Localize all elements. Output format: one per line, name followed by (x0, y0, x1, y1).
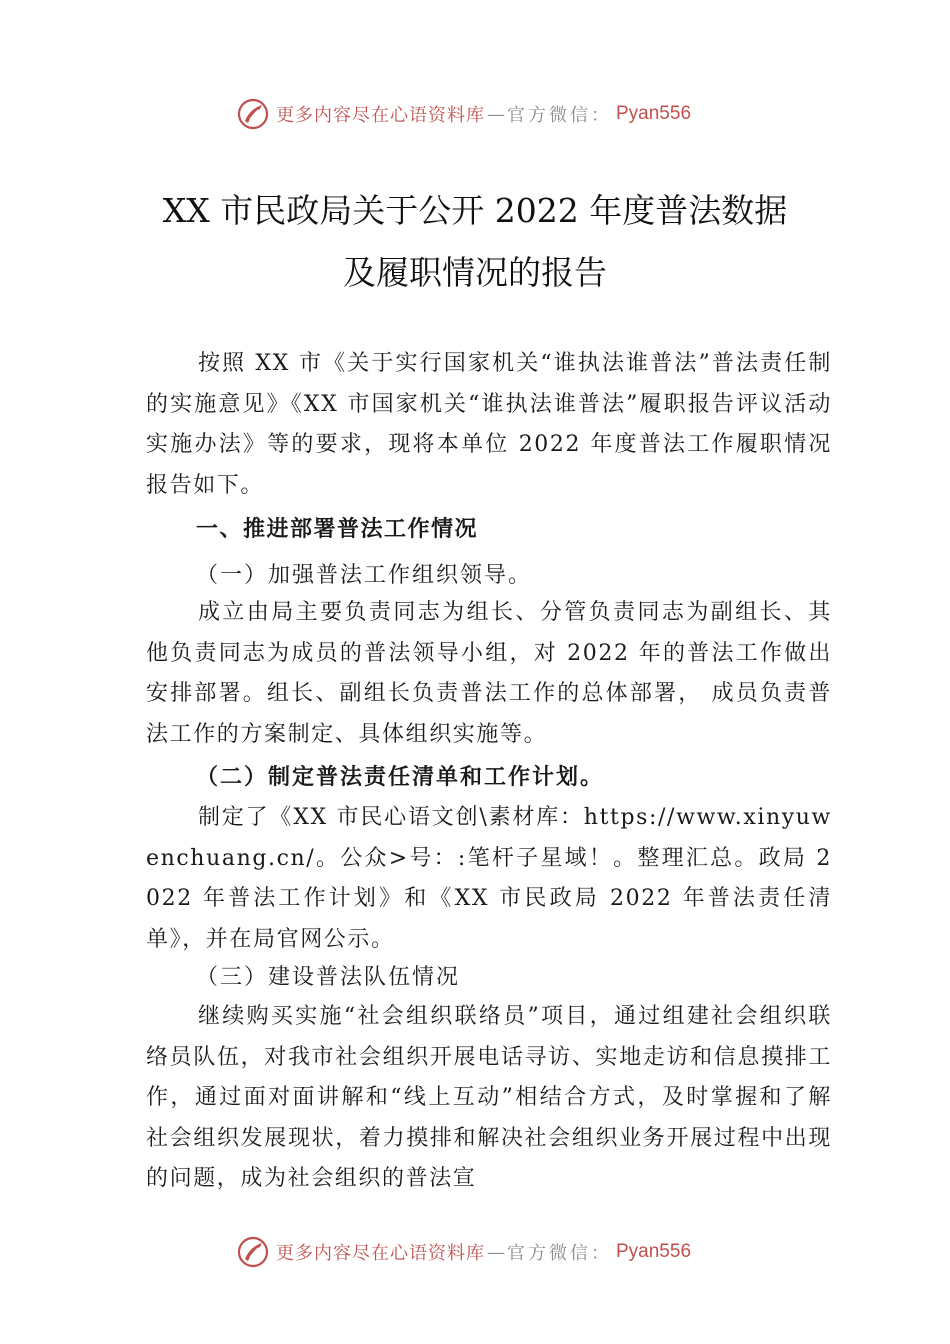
watermark-brand: 更多内容尽在心语资料库 (276, 1243, 485, 1264)
subsection-heading-3: （三）建设普法队伍情况 (196, 965, 461, 990)
brush-seal-icon (236, 97, 270, 131)
subsection-heading-1: （一）加强普法工作组织领导。 (196, 563, 533, 588)
watermark-wechat-id: Pyan556 (616, 1241, 692, 1262)
watermark-dash: — (487, 1241, 505, 1263)
document-title-line1: XX 市民政局关于公开 2022 年度普法数据 (162, 191, 788, 230)
subsection-heading-2: （二）制定普法责任清单和工作计划。 (196, 764, 605, 790)
watermark-brand: 更多内容尽在心语资料库 (276, 105, 485, 126)
subsection-body-2: 制定了《XX 市民心语文创\素材库：https://www.xinyuwenchuang.cn/。公众>号：:笔杆子星域！。整理汇总。政局 2022 年普法工作计划》和《XX 市民政局 2022 年普法责任清单》，并在局官网公示。 (146, 805, 832, 952)
subsection-body-3: 继续购买实施“社会组织联络员”项目，通过组建社会组织联络员队伍，对我市社会组织开展电话寻访、实地走访和信息摸排工作，通过面对面讲解和“线上互动”相结合方式，及时掌握和了解社会组织发展现状，着力摸排和解决社会组织业务开展过程中出现的问题，成为社会组织的普法宣 (146, 1004, 832, 1191)
watermark-dash: — (487, 103, 505, 125)
watermark-wechat-id: Pyan556 (616, 103, 692, 124)
watermark-wechat-label: 官方微信： (507, 1243, 612, 1264)
footer-watermark (236, 1232, 756, 1272)
document-title-line2: 及履职情况的报告 (343, 253, 607, 292)
intro-paragraph: 按照 XX 市《关于实行国家机关“谁执法谁普法”普法责任制的实施意见》《XX 市国家机关“谁执法谁普法”履职报告评议活动实施办法》等的要求，现将本单位 2022 年度普法工作履职情况报告如下。 (146, 351, 832, 498)
subsection-body-1: 成立由局主要负责同志为组长、分管负责同志为副组长、其他负责同志为成员的普法领导小组，对 2022 年的普法工作做出安排部署。组长、副组长负责普法工作的总体部署， 成员负责普法工作的方案制定、具体组织实施等。 (146, 600, 832, 747)
header-watermark (236, 94, 756, 134)
brush-seal-icon (236, 1235, 270, 1269)
watermark-wechat-label: 官方微信： (507, 105, 612, 126)
section-heading-1: 一、推进部署普法工作情况 (196, 517, 479, 542)
